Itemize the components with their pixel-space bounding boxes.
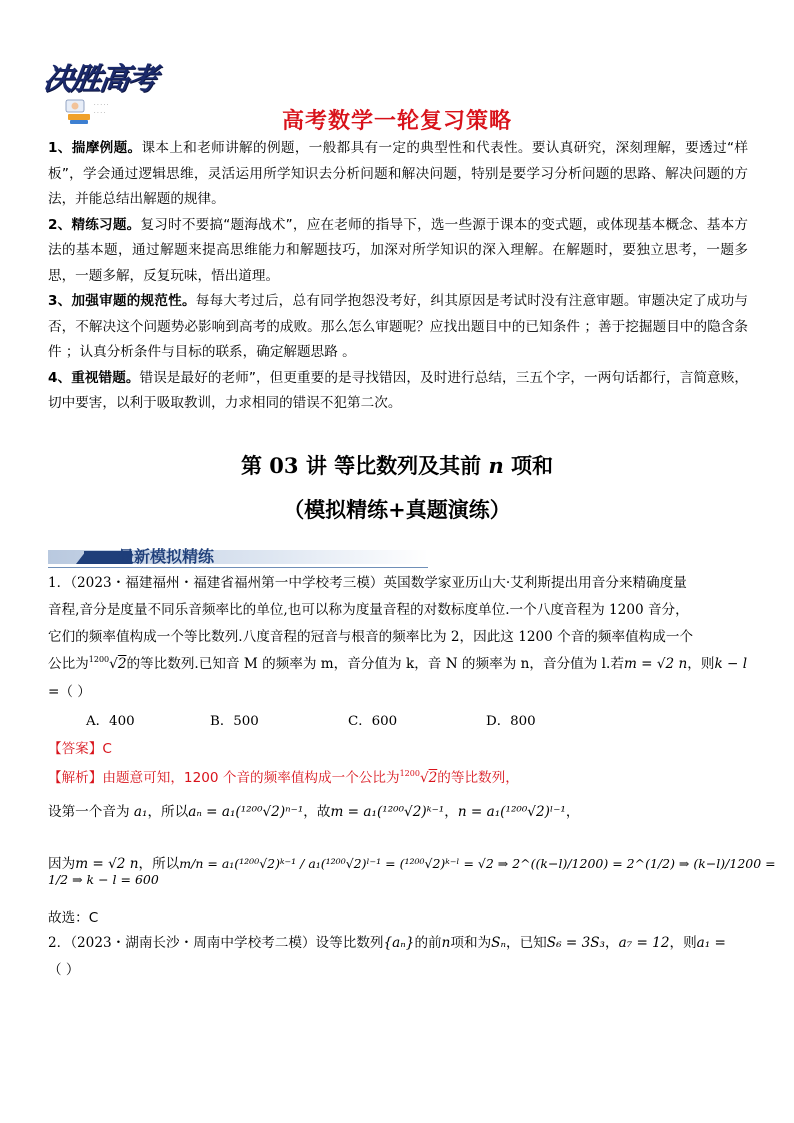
analysis-text: ，所以 xyxy=(147,804,189,820)
strategy-heading: 4、重视错题。 xyxy=(48,369,140,386)
lecture-title xyxy=(0,450,794,480)
sequence-symbol: {aₙ} xyxy=(383,935,415,951)
choice-a: A．400 xyxy=(86,714,135,729)
question-2-text: 2．（2023・湖南长沙・周南中学校考二模）设等比数列 xyxy=(48,935,384,951)
answer-line xyxy=(48,737,112,757)
analysis-text: 由题意可知，1200 个音的频率值构成一个公比为 xyxy=(102,770,400,786)
strategy-body: 每每大考过后，总有同学抱怨没考好，纠其原因是考试时没有注意审题。审题决定了成功与否，不解决这个问题势必影响到高考的成败。那么怎么审题呢？应找出题目中的已知条件 ；善于挖掘题目中的隐含条件 ；认真分析条件与目标的联系，确定解题思路 。 xyxy=(48,293,748,360)
analysis-line-1 xyxy=(48,766,519,786)
section-banner xyxy=(48,544,428,568)
choice-b: B．500 xyxy=(210,714,259,729)
conclusion-text: 故选：C xyxy=(48,910,99,926)
question-1-text: 的等比数列.已知音 M 的频率为 m，音分值为 k，音 N 的频率为 n，音分值为 l.若 xyxy=(126,656,624,672)
n-symbol: n xyxy=(441,935,451,951)
question-1-line: =（ ） xyxy=(48,684,91,700)
choice-d: D．800 xyxy=(486,714,536,729)
formula-ratio: m/n = a₁(¹²⁰⁰√2)ᵏ⁻¹ / a₁(¹²⁰⁰√2)ˡ⁻¹ = (¹²⁰⁰√2)ᵏ⁻ˡ = √2 ⇒ 2^((k−l)/1200) = 2^(1/2) ⇒ (k−l)/1200 = 1/2 ⇒ k − l = 600 xyxy=(48,856,776,887)
strategy-body: 错误是最好的老师”，但更重要的是寻找错因，及时进行总结，三五个字，一两句话都行，言简意赅，切中要害，以利于吸取教训，力求相同的错误不犯第二次。 xyxy=(48,369,748,411)
strategy-body: 复习时不要搞“题海战术”，应在老师的指导下，选一些源于课本的变式题，或体现基本概念、基本方法的基本题，通过解题来提高思维能力和解题技巧，加深对所学知识的深入理解。在解题时，要独立思考，一题多思，一题多解，反复玩味，悟出道理。 xyxy=(48,216,748,284)
lecture-subtitle: （模拟精练+真题演练） xyxy=(283,497,511,522)
condition-expression: m = √2 n xyxy=(623,656,688,672)
question-1-line: 1．（2023・福建福州・福建省福州第一中学校考三模）英国数学家亚历山大·艾利斯提出用音分来精确度量 xyxy=(48,575,687,591)
analysis-line-3 xyxy=(48,852,794,888)
given-condition-2: a₇ = 12 xyxy=(618,935,670,951)
analysis-text: 的等比数列， xyxy=(437,770,519,786)
question-1-text: 公比为 xyxy=(48,656,89,672)
question-2-text: 项和为 xyxy=(450,935,492,951)
given-condition-1: S₆ = 3S₃ xyxy=(546,935,605,951)
strategy-body: 课本上和老师讲解的例题，一般都具有一定的典型性和代表性。要认真研究，深刻理解，要透过“样板”，学会通过逻辑思维，灵活运用所学知识去分析问题和解决问题，特别是要学习分析问题的思路、解决问题的方法，并能总结出解题的规律。 xyxy=(48,140,748,207)
section-divider xyxy=(48,567,428,568)
lecture-title-pre: 第 03 讲 等比数列及其前 xyxy=(240,453,489,478)
question-2-text: 的前 xyxy=(414,935,442,951)
strategy-heading: 3、加强审题的规范性。 xyxy=(48,293,196,309)
root-expression: $^{1200}$√2 xyxy=(88,655,127,672)
root-arg: 2 xyxy=(428,770,438,786)
strategy-item xyxy=(48,289,748,366)
question-2-line xyxy=(48,930,748,957)
strategy-item xyxy=(48,366,748,417)
choice-c: C．600 xyxy=(348,714,398,729)
analysis-text: 因为 xyxy=(48,856,76,872)
formula-m: m = a₁(¹²⁰⁰√2)ᵏ⁻¹ xyxy=(330,804,445,820)
analysis-text: ，所以 xyxy=(138,856,180,872)
question-1-line: 它们的频率值构成一个等比数列.八度音程的冠音与根音的频率比为 2，因此这 1200 个音的频率值构成一个 xyxy=(48,629,694,645)
strategy-heading: 2、精练习题。 xyxy=(48,216,141,233)
document-main-title: 高考数学一轮复习策略 xyxy=(281,109,512,134)
analysis-text: 设第一个音为 xyxy=(48,804,130,820)
question-2 xyxy=(48,930,748,984)
question-1-line xyxy=(48,651,748,679)
question-2-line: （ ） xyxy=(48,962,80,978)
ask-expression: k − l xyxy=(714,656,748,672)
sn-symbol: Sₙ xyxy=(491,935,506,951)
analysis-text: ， xyxy=(444,804,458,820)
question-2-text: ，已知 xyxy=(506,935,547,951)
lecture-title-var: n xyxy=(488,453,504,478)
formula-an: aₙ = a₁(¹²⁰⁰√2)ⁿ⁻¹ xyxy=(188,804,304,820)
analysis-text: ，故 xyxy=(303,804,331,820)
root-expression: $^{1200}$√2 xyxy=(399,769,438,786)
logo-text: 决胜高考 xyxy=(41,62,158,97)
root-index: 1200 xyxy=(399,769,420,778)
question-1-line: 音程,音分是度量不同乐音频率比的单位,也可以称为度量音程的对数标度单位.一个八度音程为 1200 音分， xyxy=(48,602,689,618)
question-2-text: ， xyxy=(605,935,619,951)
analysis-line-2: 设第一个音为 a₁，所以aₙ = a₁(¹²⁰⁰√2)ⁿ⁻¹，故m = a₁(¹²⁰⁰√2)ᵏ⁻¹，n = a₁(¹²⁰⁰√2)ˡ⁻¹， xyxy=(48,804,580,820)
question-2-text: ，则 xyxy=(669,935,697,951)
analysis-conclusion xyxy=(48,906,98,926)
analysis-text: ， xyxy=(565,804,580,820)
strategy-section xyxy=(48,136,748,417)
condition-expression: m = √2 n xyxy=(75,856,139,872)
question-1-choices xyxy=(86,708,586,730)
lecture-title-post: 项和 xyxy=(503,453,554,478)
question-1-text: ，则 xyxy=(687,656,715,672)
strategy-item xyxy=(48,213,748,290)
section-label: 最新模拟精练 xyxy=(118,547,215,566)
ask-expression: a₁ = xyxy=(696,935,726,951)
question-1 xyxy=(48,570,748,706)
svg-text:· · · · ·: · · · · · xyxy=(94,102,109,108)
analysis-label: 【解析】 xyxy=(48,770,103,786)
formula-n: n = a₁(¹²⁰⁰√2)ˡ⁻¹ xyxy=(457,804,566,820)
svg-text:· · · ·: · · · · xyxy=(94,110,106,116)
strategy-item xyxy=(48,136,748,213)
root-arg: 2 xyxy=(117,656,127,672)
answer-value: C xyxy=(102,741,112,757)
answer-label: 【答案】 xyxy=(48,741,103,757)
root-index: 1200 xyxy=(88,655,110,664)
strategy-heading: 1、揣摩例题。 xyxy=(48,140,142,156)
